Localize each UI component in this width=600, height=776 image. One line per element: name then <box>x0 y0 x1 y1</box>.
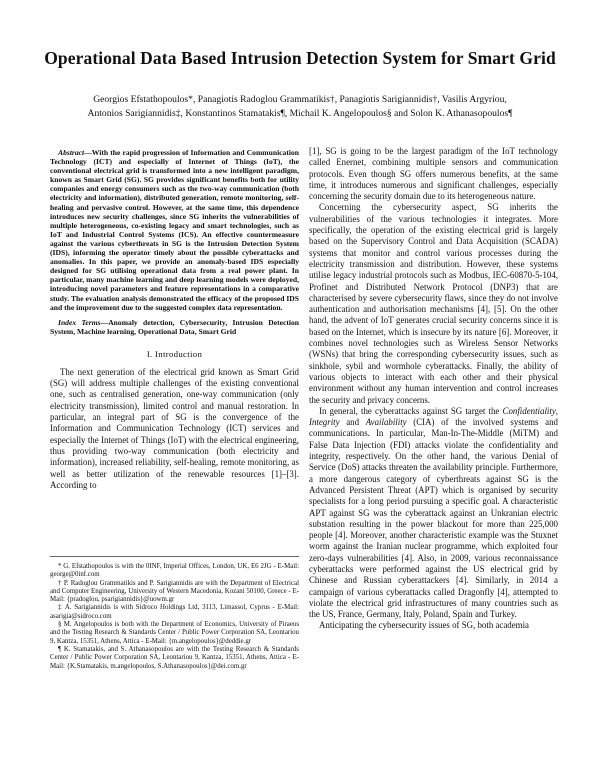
cia-text-d: (CIA) of the involved systems and communications. In particular, Man-In-The-Middle (MiTM) and False Data Injection (FDI) attacks violate the confidentiality and integrity, respectively. On the other hand, the various Denial of Service (DoS) attacks threaten the availability principle. Furthermore, a more dangerous category of cyberthreats against SG is the Advanced Persistent Threat (APT) which is organised by security specialists for a long period pursuing a specific goal. A characteristic APT against SG was the cyberattack against an Unkranian electric substation resulting in the power blackout for more than 225,000 people [4]. Moreover, another characteristic example was the Stuxnet worm against the Iranian nuclear programme, which exploited four zero-days vulnerabilities [4]. Also, in 2009, various reconnaissance cyberattacks were performed against the US electrical grid by Chinese and Russian cyberattackers [4]. Similarly, in 2014 a campaign of various cyberattacks called Dragonfly [4], attempted to violate the electrical grid infrastructures of many countries such as the US, France, Germany, Italy, Poland, Spain and Turkey. <box>309 417 558 620</box>
right-column <box>309 146 558 632</box>
authors-line-2: Antonios Sarigiannidis‡, Konstantinos Stamatakis¶, Michail K. Angelopoulos§ and Solon K. Athanasopoulos¶ <box>87 108 513 119</box>
abstract-text: —With the rapid progression of Information and Communication Technology (ICT) and especially of Internet of Things (IoT), the conventional electrical grid is transformed into a new intelligent paradigm, known as Smart Grid (SG). SG provides significant benefits both for utility companies and energy consumers such as the two-way communication (both electricity and information), distributed generation, remote monitoring, self-healing and pervasive control. However, at the same time, this dependence introduces new security challenges, since SG inherits the vulnerabilities of multiple heterogeneous, co-existing legacy and smart technologies, such as IoT and Industrial Control Systems (ICS). An effective countermeasure against the various cyberthreats in SG is the Intrusion Detection System (IDS), informing the operator timely about the possible cyberattacks and anomalies. In this paper, we provide an anomaly-based IDS especially designed for SG utilising operational data from a real power plant. In particular, many machine learning and deep learning models were deployed, introducing novel parameters and feature representations in a comparative study. The evaluation analysis demonstrated the efficacy of the proposed IDS and the improvement due to the suggested complex data representation. <box>50 148 299 312</box>
index-terms <box>50 318 299 336</box>
body-paragraph-continued: [1], SG is going to be the largest paradigm of the IoT technology called Enernet, combining multiple sensors and communication protocols. Even though SG offers numerous benefits, at the same time, it introduces numerous and significant challenges, especially concerning the security domain due to its heterogeneous nature. <box>309 146 558 202</box>
paper-title: Operational Data Based Intrusion Detection System for Smart Grid <box>44 48 556 68</box>
body-paragraph-anticipating: Anticipating the cybersecurity issues of SG, both academia <box>319 620 529 631</box>
footnotes <box>50 556 299 671</box>
section-heading-introduction: I. Introduction <box>146 348 203 359</box>
cia-text-b: , <box>555 405 558 416</box>
footnote-4: § M. Angelopoulos is both with the Department of Economics, University of Piraeus and the Testing Research & Standards Center / Public Power Corporation SA, Leontariou 9, Kantza, 15351, Athens, Attica - E-Mail: {m.angelopoulos}@deddie.gr <box>50 621 299 645</box>
footnote-2: † P. Radoglou Grammatikis and P. Sarigiannidis are with the Department of Electrical and Computer Engineering, University of Western Macedonia, Kozani 50100, Greece - E-Mail: {pradoglou, psarigiannidis}@uowm.gr <box>50 579 299 604</box>
abstract-lead: Abstract <box>58 148 85 157</box>
term-availability: Availability <box>365 417 407 428</box>
term-integrity: Integrity <box>309 417 340 428</box>
cia-text-a: In general, the cyberattacks against SG target the <box>319 405 503 416</box>
term-confidentiality: Confidentiality <box>502 405 556 416</box>
authors-line-1: Georgios Efstathopoulos*, Panagiotis Radoglou Grammatikis†, Panagiotis Sarigiannidis†, Vasilis Argyriou, <box>93 94 507 105</box>
left-column <box>50 148 299 491</box>
footnote-5: ¶ K. Stamatakis, and S. Athanasopoulos are with the Testing Research & Standards Center / Public Power Corporation SA, Leontariou 9, Kantza, 15351, Athens, Attica - E-Mail: {K.Stamatakis, m.angelopoulos, S.Athanasopoulos}@dei.com.gr <box>50 645 299 670</box>
body-paragraph-cia <box>309 406 558 621</box>
author-list <box>40 93 560 121</box>
abstract <box>50 148 299 312</box>
index-terms-lead: Index Terms <box>58 317 101 327</box>
footnote-1: * G. Efstathopoulos is with the 0INF, Imperial Offices, London, UK, E6 2JG - E-Mail: george@0inf.com <box>50 563 299 579</box>
index-terms-text: —Anomaly detection, Cybersecurity, Intrusion Detection System, Machine learning, Operational Data, Smart Grid <box>50 317 300 336</box>
cia-text-c: and <box>339 417 366 428</box>
intro-paragraph-1: The next generation of the electrical grid known as Smart Grid (SG) will address multiple challenges of the existing conventional one, such as centralised generation, one-way communication (only electricity transmission), limited control and manual restoration. In particular, an integral part of SG is the convergence of the Information and Communication Technology (ICT) services and especially the Internet of Things (IoT) with the electrical engineering, thus providing two-way communication (both electricity and information), increased reliability, self-healing, remote monitoring, as well as better utilization of the renewable resources [1]–[3]. According to <box>50 366 299 490</box>
footnote-3: ‡ A. Sarigiannidis is with Sidroco Holdings Ltd, 3113, Limassol, Cyprus - E-Mail: asarigia@sidroco.com <box>50 604 299 620</box>
body-paragraph-cybersecurity: Concerning the cybersecurity aspect, SG inherits the vulnerabilities of the various technologies it integrates. More specifically, the operation of the existing electrical grid is largely based on the Supervisory Control and Data Acquisition (SCADA) systems that monitor and control various processes during the electricity transmission and distribution. However, these systems utilise legacy industrial protocols such as Modbus, IEC-60870-5-104, Profinet and Distributed Network Protocol (DNP3) that are characterised by severe cybersecurity flaws, since they do not involve authentication and authorisation mechanisms [4], [5]. On the other hand, the advent of IoT generates crucial security concerns since it is based on the Internet, which is insecure by its nature [6]. Moreover, it combines novel technologies such as Wireless Sensor Networks (WSNs) that bring the corresponding cybersecurity issues, such as sinkhole, sybil and wormhole cyberattacks. Finally, the ability of various objects to interact with each other and their physical environment without any human intervention and control increases the security and privacy concerns. <box>309 202 558 405</box>
